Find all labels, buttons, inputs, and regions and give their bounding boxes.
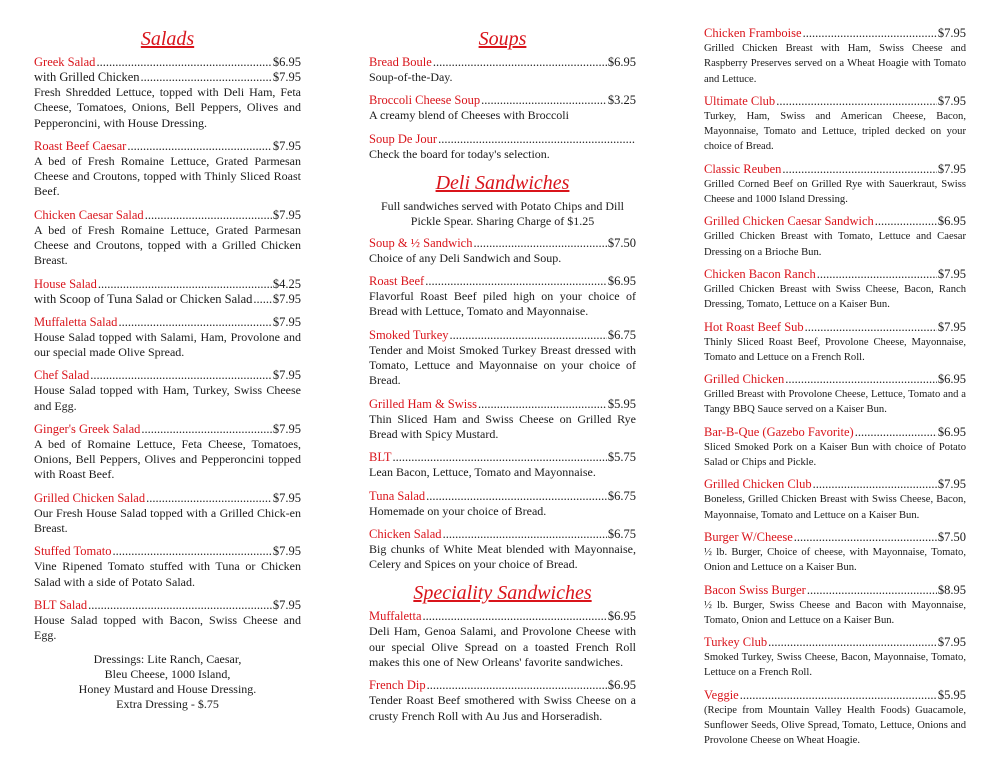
menu-item	[704, 635, 966, 681]
dot-leader	[433, 55, 607, 70]
option-label: with Scoop of Tuna Salad or Chicken Salad	[34, 291, 253, 306]
dot-leader	[875, 214, 937, 229]
menu-item-price: $7.95	[272, 368, 301, 383]
menu-item-header	[34, 55, 301, 70]
dot-leader	[813, 477, 937, 492]
menu-item-price: $6.95	[937, 372, 966, 387]
menu-item-header	[704, 688, 966, 703]
menu-item	[34, 277, 301, 307]
menu-item-name: Grilled Chicken Club	[704, 477, 812, 492]
menu-item-header	[369, 93, 636, 108]
menu-item-price: $7.95	[272, 544, 301, 559]
menu-item	[369, 132, 636, 162]
menu-item-name: Chicken Caesar Salad	[34, 207, 144, 222]
dot-leader	[146, 491, 272, 506]
menu-item-name: Burger W/Cheese	[704, 529, 793, 544]
menu-item-description: ½ lb. Burger, Choice of cheese, with Mayonnaise, Tomato, Onion and Lettuce on a Kaiser Bun.	[704, 546, 966, 574]
menu-item-header	[704, 477, 966, 492]
menu-item-header	[704, 162, 966, 177]
menu-item-description: Flavorful Roast Beef piled high on your choice of Bread with Lettuce, Tomato and Mayonnaise.	[369, 289, 636, 319]
menu-item	[704, 477, 966, 523]
menu-item-name: Greek Salad	[34, 55, 96, 69]
menu-item-description: A creamy blend of Cheeses with Broccoli	[369, 108, 569, 123]
menu-item	[704, 530, 966, 576]
menu-item-price: $7.95	[937, 93, 966, 108]
menu-item-price: $7.95	[937, 635, 966, 650]
menu-item-name: Tuna Salad	[369, 488, 426, 503]
menu-item-name: BLT	[369, 450, 392, 465]
dot-leader	[426, 489, 607, 504]
dot-leader	[145, 208, 272, 223]
menu-item	[704, 688, 966, 749]
menu-item-header	[369, 678, 636, 693]
dot-leader	[768, 635, 937, 650]
menu-item-description: Tender and Moist Smoked Turkey Breast dressed with Tomato, Lettuce and Mayonnaise on your choice of Bread.	[369, 342, 636, 388]
menu-item-description: House Salad topped with Bacon, Swiss Cheese and Egg.	[34, 612, 301, 643]
menu-item-description: Check the board for today's selection.	[369, 146, 550, 161]
dot-leader	[141, 70, 272, 85]
menu-item-description: Big chunks of White Meat blended with Mayonnaise, Celery and Spices on your choice of Bread.	[369, 541, 636, 572]
dot-leader	[423, 609, 607, 624]
menu-item-header	[704, 372, 966, 387]
menu-item-description: Choice of any Deli Sandwich and Soup.	[369, 250, 562, 265]
menu-item-description: Grilled Corned Beef on Grilled Rye with Sauerkraut, Swiss Cheese and 1000 Island Dressing.	[704, 178, 966, 206]
menu-item-price: $5.95	[937, 687, 966, 702]
menu-item-price: $5.95	[607, 396, 636, 411]
menu-item-price: $7.95	[937, 319, 966, 334]
menu-item-description: Soup-of-the-Day.	[369, 70, 453, 84]
menu-item	[34, 368, 301, 414]
menu-item-price: $7.95	[937, 477, 966, 492]
menu-item	[369, 450, 636, 480]
column-speciality-continued	[704, 26, 966, 756]
dot-leader	[478, 397, 607, 412]
menu-item-header	[704, 214, 966, 229]
section-title-speciality: Speciality Sandwiches	[413, 582, 592, 605]
menu-item	[34, 422, 301, 483]
menu-item-header	[704, 425, 966, 440]
menu-item	[704, 267, 966, 313]
dot-leader	[88, 598, 272, 613]
menu-item-description: Grilled Chicken Breast with Ham, Swiss Cheese and Raspberry Preserves served on a Wheat Hoagie with Tomato and Lettuce.	[704, 43, 966, 85]
menu-item-description: Turkey, Ham, Swiss and American Cheese, Bacon, Mayonnaise, Tomato and Lettuce, tripled decked on your choice of Bread.	[704, 110, 966, 153]
menu-item-name: Roast Beef Caesar	[34, 138, 127, 153]
menu-item-header	[704, 530, 966, 545]
menu-item-price: $6.95	[937, 424, 966, 439]
menu-item-description: Fresh Shredded Lettuce, topped with Deli Ham, Feta Cheese, Tomatoes, Onions, Bell Peppers, Olives and Pepperoncini, with House Dressing.	[34, 85, 301, 130]
dot-leader	[438, 132, 635, 147]
menu-item-description: Thinly Sliced Roast Beef, Provolone Cheese, Mayonnaise, Tomato and Lettuce on a French Roll.	[704, 336, 966, 363]
menu-item-name: Veggie	[704, 687, 739, 702]
menu-item-price: $6.95	[272, 55, 301, 69]
menu-item-header	[704, 583, 966, 598]
dot-leader	[473, 236, 606, 251]
menu-item-name: Chicken Framboise	[704, 26, 802, 40]
speciality-list	[369, 609, 636, 723]
menu-item-name: Soup De Jour	[369, 131, 438, 146]
menu-item-header	[34, 368, 301, 383]
menu-item-description: Sliced Smoked Pork on a Kaiser Bun with choice of Potato Salad or Chips and Pickle.	[704, 441, 966, 469]
menu-item-description: Boneless, Grilled Chicken Breast with Swiss Cheese, Bacon, Mayonnaise, Tomato and Lettuce on a Kaiser Bun.	[704, 494, 966, 521]
menu-item-header	[34, 315, 301, 330]
menu-item	[369, 609, 636, 670]
menu-item	[369, 489, 636, 519]
menu-item-name: Ginger's Greek Salad	[34, 421, 141, 436]
menu-item-name: Grilled Ham & Swiss	[369, 396, 477, 411]
menu-item-name: Chef Salad	[34, 368, 90, 383]
deli-list	[369, 236, 636, 573]
menu-item-name: Turkey Club	[704, 635, 768, 650]
menu-item-name: Smoked Turkey	[369, 327, 449, 342]
menu-item-price: $8.95	[937, 582, 966, 597]
menu-item	[369, 678, 636, 724]
menu-item-price: $7.95	[272, 207, 301, 222]
menu-item-description: Thin Sliced Ham and Swiss Cheese on Grilled Rye Bread with Spicy Mustard.	[369, 411, 636, 441]
column-soups-sandwiches	[369, 26, 636, 732]
menu-item-description: A bed of Romaine Lettuce, Feta Cheese, Tomatoes, Onions, Bell Peppers, Olives and Pepperoncini topped with Roast Beef.	[34, 436, 301, 482]
menu-item-name: Classic Reuben	[704, 161, 782, 176]
menu-item-name: French Dip	[369, 678, 426, 693]
menu-item-description: Vine Ripened Tomato stuffed with Tuna or Chicken Salad with a side of Potato Salad.	[34, 559, 301, 589]
menu-item-header	[369, 236, 636, 251]
menu-item-header	[369, 55, 636, 70]
menu-item-price: $6.95	[607, 274, 636, 289]
menu-item-option	[34, 292, 301, 307]
menu-item-description: ½ lb. Burger, Swiss Cheese and Bacon with Mayonnaise, Tomato, Onion and Lettuce on a Kaiser Bun.	[704, 599, 966, 626]
menu-item	[704, 320, 966, 366]
menu-item-description: Deli Ham, Genoa Salami, and Provolone Cheese with our special Olive Spread on a toasted French Roll makes this one of New Orleans' favorite sandwiches.	[369, 624, 636, 670]
dressings-line: Bleu Cheese, 1000 Island,	[104, 666, 231, 681]
menu-item-price: $7.95	[272, 314, 301, 329]
dot-leader	[782, 162, 936, 177]
menu-item-description: Tender Roast Beef smothered with Swiss Cheese on a crusty French Roll with Au Jus and Horseradish.	[369, 693, 636, 723]
menu-item-name: Muffaletta	[369, 609, 422, 624]
menu-item-header	[369, 397, 636, 412]
menu-item-header	[369, 489, 636, 504]
dot-leader	[141, 422, 271, 437]
option-price: $7.95	[272, 291, 301, 306]
menu-item-price: $6.95	[607, 609, 636, 624]
menu-item	[34, 491, 301, 537]
dot-leader	[805, 320, 937, 335]
menu-item-header	[34, 139, 301, 154]
menu-item	[704, 425, 966, 471]
dot-leader	[98, 277, 272, 292]
section-title-soups: Soups	[478, 28, 527, 50]
menu-item-price: $4.25	[272, 276, 301, 291]
section-title-deli: Deli Sandwiches	[435, 171, 570, 194]
menu-item-header	[369, 274, 636, 289]
salads-list	[34, 55, 301, 644]
menu-item-description: A bed of Fresh Romaine Lettuce, Grated Parmesan Cheese and Croutons, topped with a Grilled Chicken Breast.	[34, 222, 301, 268]
menu-item	[704, 94, 966, 155]
menu-item-description: A bed of Fresh Romaine Lettuce, Grated Parmesan Cheese and Croutons, topped with Thinly Sliced Roast Beef.	[34, 153, 301, 199]
menu-item	[369, 236, 636, 266]
dot-leader	[855, 425, 937, 440]
dot-leader	[392, 450, 606, 465]
dot-leader	[740, 688, 937, 703]
menu-item	[369, 328, 636, 389]
menu-item-name: Chicken Salad	[369, 526, 442, 541]
menu-item	[34, 139, 301, 200]
dot-leader	[481, 93, 607, 108]
dressings-line: Honey Mustard and House Dressing.	[78, 681, 257, 696]
menu-item-header	[704, 635, 966, 650]
dot-leader	[253, 292, 271, 307]
menu-item	[369, 527, 636, 573]
dot-leader	[425, 274, 607, 289]
dot-leader	[807, 583, 937, 598]
deli-note: Full sandwiches served with Potato Chips and Dill Pickle Spear. Sharing Charge of $1.25	[381, 198, 624, 228]
menu-item-price: $7.50	[607, 235, 636, 250]
menu-item-description: Grilled Chicken Breast with Tomato, Lettuce and Caesar Dressing on a Brioche Bun.	[704, 231, 966, 258]
menu-item-name: Grilled Chicken Caesar Sandwich	[704, 214, 874, 229]
menu-item-header	[34, 598, 301, 613]
menu-item-description: Homemade on your choice of Bread.	[369, 503, 547, 518]
menu-item-description: House Salad topped with Ham, Turkey, Swiss Cheese and Egg.	[34, 383, 301, 413]
menu-item	[704, 26, 966, 87]
menu-item-description: Grilled Breast with Provolone Cheese, Lettuce, Tomato and a Tangy BBQ Sauce served on a Kaiser Bun.	[704, 389, 966, 416]
menu-item-header	[369, 328, 636, 343]
menu-item-description: Grilled Chicken Breast with Swiss Cheese, Bacon, Ranch Dressing, Tomato, Lettuce on a Kaiser Bun.	[704, 283, 966, 311]
menu-item	[34, 544, 301, 590]
menu-item-name: House Salad	[34, 276, 97, 291]
dot-leader	[427, 678, 607, 693]
menu-item-price: $7.95	[272, 421, 301, 436]
menu-item-name: BLT Salad	[34, 597, 88, 612]
menu-item-price: $7.95	[272, 490, 301, 505]
menu-item	[369, 274, 636, 320]
menu-item-name: Muffaletta Salad	[34, 314, 118, 329]
dot-leader	[785, 372, 937, 387]
dot-leader	[443, 527, 607, 542]
menu-item-price: $6.95	[607, 678, 636, 693]
menu-item	[704, 162, 966, 208]
menu-item-name: Soup & ½ Sandwich	[369, 235, 473, 250]
menu-item	[34, 598, 301, 644]
menu-item-header	[704, 267, 966, 282]
menu-item-description: Lean Bacon, Lettuce, Tomato and Mayonnaise.	[369, 465, 596, 480]
menu-item-name: Hot Roast Beef Sub	[704, 319, 804, 334]
column-salads	[34, 26, 301, 712]
dressings-note	[34, 652, 301, 712]
menu-item-name: Stuffed Tomato	[34, 544, 112, 559]
menu-item-price: $7.95	[272, 597, 301, 612]
menu-item-header	[34, 277, 301, 292]
dressings-line: Extra Dressing - $.75	[116, 696, 219, 711]
menu-item-price: $6.95	[607, 55, 636, 69]
option-price: $7.95	[272, 70, 301, 84]
menu-item-header	[34, 491, 301, 506]
menu-item-header	[369, 132, 636, 147]
menu-item-description: Our Fresh House Salad topped with a Grilled Chick-en Breast.	[34, 505, 301, 536]
dot-leader	[90, 368, 272, 383]
menu-item	[34, 55, 301, 131]
dot-leader	[112, 544, 271, 559]
menu-item-name: Chicken Bacon Ranch	[704, 266, 816, 281]
dot-leader	[803, 26, 937, 41]
dot-leader	[118, 315, 271, 330]
dot-leader	[450, 328, 607, 343]
menu-item-description: (Recipe from Mountain Valley Health Foods) Guacamole, Sunflower Seeds, Olive Spread, Tomato, Lettuce, Onions and Provolone Cheese on Wheat Hoagie.	[704, 704, 966, 747]
dot-leader	[96, 55, 271, 70]
menu-item	[704, 372, 966, 418]
menu-item-header	[369, 450, 636, 465]
menu-item-price: $7.95	[272, 138, 301, 153]
menu-item-header	[34, 422, 301, 437]
menu-item	[369, 55, 636, 85]
menu-item-price: $3.25	[607, 93, 636, 108]
menu-item-header	[704, 320, 966, 335]
dressings-line: Dressings: Lite Ranch, Caesar,	[93, 651, 242, 666]
menu-item-name: Bar-B-Que (Gazebo Favorite)	[704, 424, 854, 439]
menu-item-header	[704, 26, 966, 41]
speciality-more-list	[704, 26, 966, 749]
menu-item-name: Bread Boule	[369, 55, 432, 69]
menu-item	[369, 93, 636, 123]
section-title-salads: Salads	[140, 28, 195, 50]
menu-item	[369, 397, 636, 443]
menu-item	[34, 315, 301, 361]
menu-item-price: $7.95	[937, 161, 966, 176]
menu-item-price: $7.50	[937, 529, 966, 544]
menu-item-name: Ultimate Club	[704, 93, 776, 108]
menu-item-price: $6.95	[937, 214, 966, 229]
menu-item-description: Smoked Turkey, Swiss Cheese, Bacon, Mayonnaise, Tomato, Lettuce on a French Roll.	[704, 652, 966, 679]
menu-item-price: $7.95	[937, 26, 966, 40]
menu-item-description: House Salad topped with Salami, Ham, Provolone and our special made Olive Spread.	[34, 329, 301, 359]
menu-item-name: Roast Beef	[369, 274, 425, 289]
menu-item-header	[369, 609, 636, 624]
menu-item-price: $5.75	[607, 450, 636, 465]
menu-item-name: Grilled Chicken Salad	[34, 490, 146, 505]
menu-item-header	[34, 544, 301, 559]
menu-item	[34, 208, 301, 269]
dot-leader	[127, 139, 272, 154]
menu-item-header	[369, 527, 636, 542]
menu-item-price: $7.95	[937, 266, 966, 281]
menu-item-header	[704, 94, 966, 109]
menu-item-price: $6.75	[607, 327, 636, 342]
dot-leader	[776, 94, 937, 109]
menu-item	[704, 214, 966, 260]
dot-leader	[817, 267, 937, 282]
menu-item	[704, 583, 966, 629]
menu-item-price: $6.75	[607, 488, 636, 503]
soups-list	[369, 55, 636, 162]
menu-item-name: Broccoli Cheese Soup	[369, 93, 481, 108]
menu-item-option	[34, 70, 301, 85]
dot-leader	[794, 530, 937, 545]
option-label: with Grilled Chicken	[34, 70, 140, 84]
menu-item-name: Bacon Swiss Burger	[704, 582, 806, 597]
menu-item-price: $6.75	[607, 526, 636, 541]
menu-item-name: Grilled Chicken	[704, 372, 785, 387]
menu-item-header	[34, 208, 301, 223]
